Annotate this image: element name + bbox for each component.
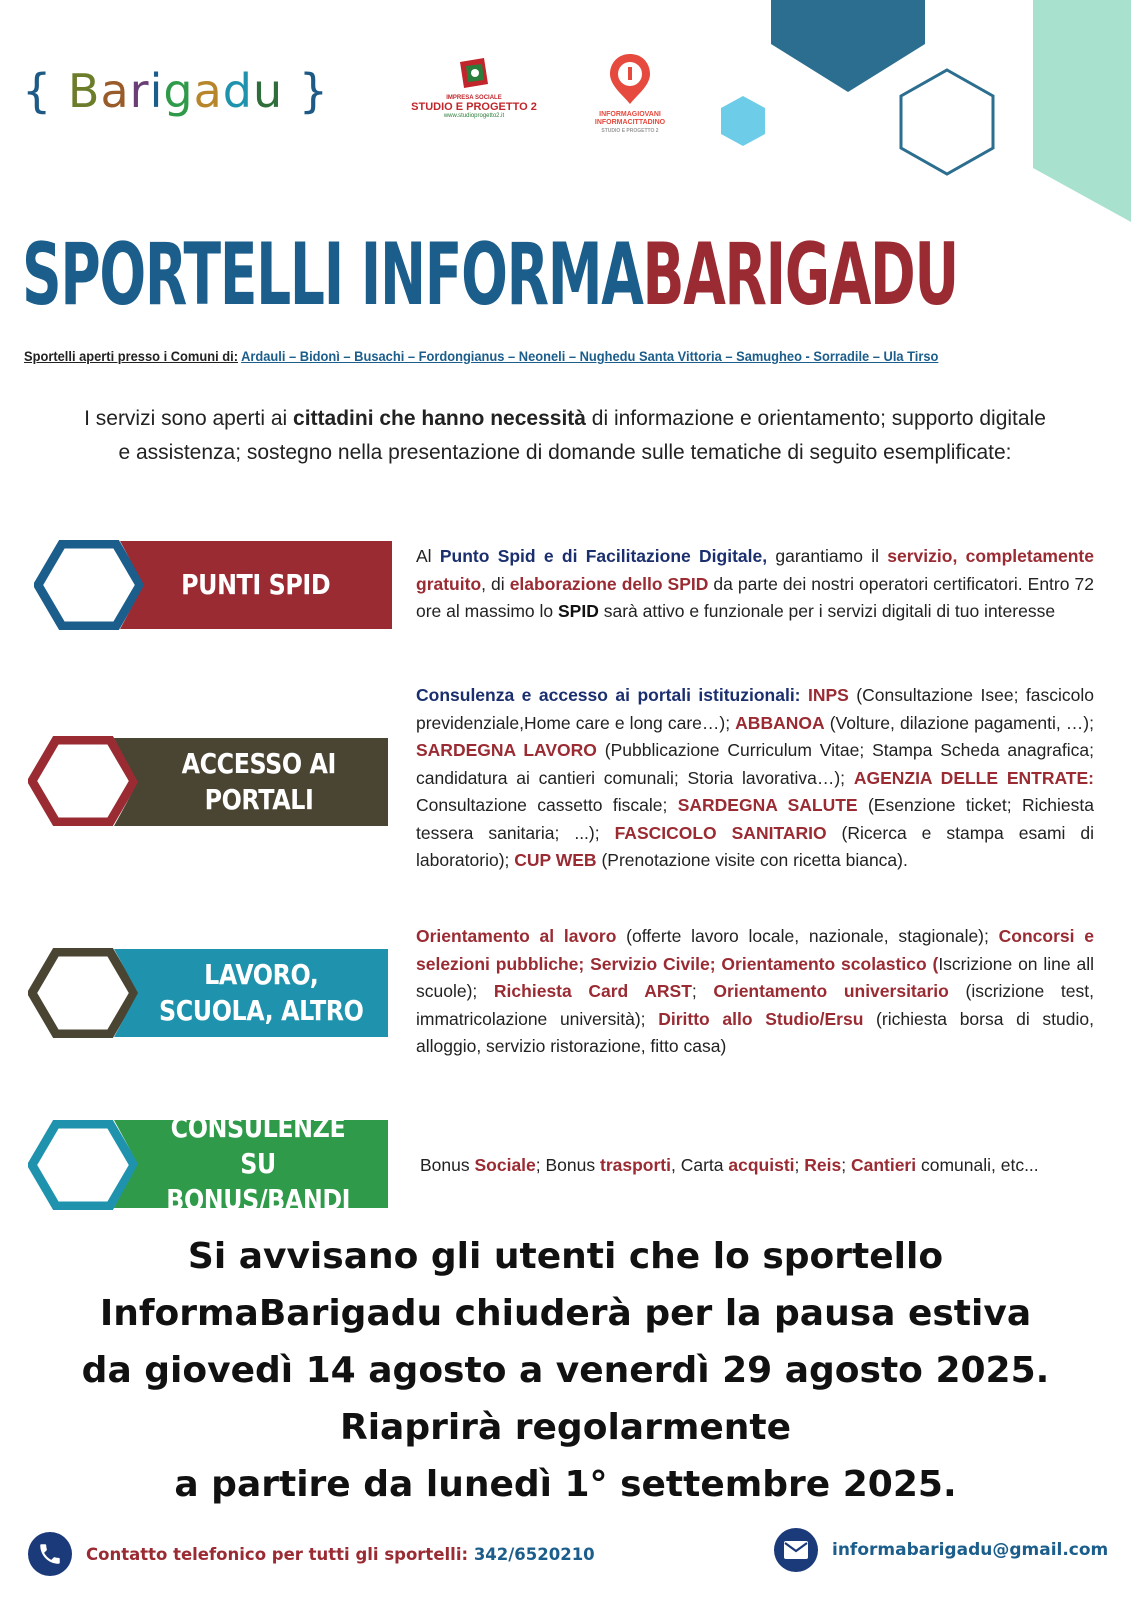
deco-green-corner [1033,0,1131,222]
phone-icon [28,1532,72,1576]
service-desc-run: comunali, etc... [916,1155,1039,1175]
service-label-accesso-portali: ACCESSO AI PORTALI [181,747,337,816]
service-desc-run: (Prenotazione visite con ricetta bianca). [596,850,908,870]
service-desc-run: AGENZIA DELLE ENTRATE: [853,767,1094,788]
service-desc-run: Orientamento al lavoro [416,926,617,946]
notice-line-3: da giovedì 14 agosto a venerdì 29 agosto 2025. [81,1350,1050,1391]
service-desc-run: , Carta [670,1155,729,1175]
service-desc-run: ; Bonus [535,1155,600,1175]
service-desc-run: (Volture, dilazione pagamenti, …); [824,712,1094,733]
closure-notice [20,1228,1111,1513]
deco-dark-hex [771,0,925,92]
service-desc-spid [416,543,1094,626]
service-desc-run: Sociale [474,1155,536,1175]
service-desc-run: CUP WEB [514,850,597,870]
comuni-names: Ardauli – Bidonì – Busachi – Fordongianus – Neoneli – Nughedu Santa Vittoria – Samugheo - Sorradile – Ula Tirso [241,348,939,364]
service-desc-run: ABBANOA [735,712,825,733]
intro-text: I servizi sono aperti ai cittadini che hanno necessità di informazione e orientamento; supporto digitale e assistenza; sostegno nella presentazione di domande sulle tematiche di seguito esemplificate: [84,407,1046,464]
service-desc-run: Consulenza e accesso ai portali istituzionali: [416,685,801,705]
email-address[interactable]: informabarigadu@gmail.com [832,1540,1109,1560]
footer-email-contact [774,1528,1108,1572]
service-desc-run: ; [794,1155,805,1175]
service-desc-run: Punto Spid e di Facilitazione Digitale, [439,546,768,566]
service-desc-run: ; [841,1155,851,1175]
service-desc-run: da parte dei nostri operatori certificatori. Entro 72 ore al massimo lo [416,573,1094,621]
service-desc-run: elaborazione dello SPID [509,573,709,594]
service-desc-run [801,685,808,705]
service-desc-run: (iscrizione test, immatricolazione università); [416,981,1094,1029]
service-desc-run: SPID [558,601,599,621]
service-desc-run: acquisti [728,1155,795,1175]
service-desc-run: garantiamo il [767,546,888,566]
informagiovani-logo: INFORMAGIOVANI INFORMACITTADINO STUDIO E PROGETTO 2 [590,52,670,135]
service-label-punti-spid: PUNTI SPID [181,568,331,601]
comuni-label: Sportelli aperti presso i Comuni di: [24,348,238,364]
service-desc-run: (Pubblicazione Curriculum Vitae; Stampa Scheda anagrafica; candidatura ai cantieri comunali; Storia lavorativa…); [416,740,1094,788]
service-desc-bonus [420,1152,1098,1180]
mail-icon [774,1528,818,1572]
title-part-barigadu: BARIGADU [642,225,958,325]
phone-label: Contatto telefonico per tutti gli sportelli: [86,1544,474,1564]
service-desc-run: Cantieri [850,1155,917,1175]
informagiovani-pin-icon [607,52,653,106]
service-desc-run: trasporti [600,1155,671,1175]
service-desc-run: Reis [804,1155,842,1175]
notice-line-4: Riaprirà regolarmente [339,1407,792,1448]
service-desc-run: Consultazione cassetto fiscale; [416,795,678,815]
service-desc-run: (Ricerca e stampa esami di laboratorio); [416,822,1094,870]
service-desc-run: (offerte lavoro locale, nazionale, stagionale); [616,926,999,946]
service-desc-run: SARDEGNA SALUTE [677,795,858,815]
notice-line-5: a partire da lunedì 1° settembre 2025. [174,1464,957,1505]
service-desc-run: (richiesta borsa di studio, alloggio, servizio ristorazione, fitto casa) [416,1008,1094,1056]
service-desc-run: sarà attivo e funzionale per i servizi digitali di tuo interesse [598,601,1056,621]
service-desc-run: Diritto allo Studio/Ersu [658,1008,864,1029]
service-desc-run: Richiesta Card ARST [493,981,692,1001]
title-part-informa: SPORTELLI INFORMA [22,225,643,325]
studio-progetto-emblem-icon [454,58,494,90]
service-desc-run: (Esenzione ticket; Richiesta tessera sanitaria; ...); [416,795,1094,843]
service-desc-run: Orientamento universitario [713,981,949,1001]
service-desc-run: Concorsi e selezioni pubbliche; Servizio Civile; Orientamento scolastico ( [416,926,1094,974]
page-title [22,220,1110,330]
service-desc-run: ; [691,981,714,1001]
service-desc-portali [416,682,1094,875]
service-desc-run: servizio, completamente gratuito [416,546,1094,594]
deco-light-hex [721,96,765,146]
service-desc-lavoro [416,923,1094,1061]
service-desc-run: INPS [807,685,849,705]
service-label-consulenze-bonus: CONSULENZE SU BONUS/BANDI [166,1111,350,1216]
comuni-list [24,348,1027,364]
notice-line-1: Si avvisano gli utenti che lo sportello [187,1236,944,1277]
service-desc-run: Iscrizione on line all scuole); [416,953,1094,1001]
service-desc-run: FASCICOLO SANITARIO [614,822,827,843]
phone-number[interactable]: 342/6520210 [473,1544,595,1564]
service-desc-run: Bonus [420,1155,475,1175]
service-desc-run: SARDEGNA LAVORO [416,740,597,760]
deco-outline-hex [901,70,993,174]
footer-phone-contact [28,1532,595,1576]
barigadu-logo: { Barigadu } [22,64,330,118]
service-desc-run: Al [416,546,440,566]
service-desc-run: (Consultazione Isee; fascicolo previdenziale,Home care e long care…); [416,685,1095,733]
studio-progetto-logo: IMPRESA SOCIALE STUDIO E PROGETTO 2 www.studioprogetto2.it [404,58,544,119]
notice-line-2: InformaBarigadu chiuderà per la pausa estiva [99,1293,1032,1334]
service-label-lavoro-scuola: LAVORO, SCUOLA, ALTRO [158,958,364,1027]
service-desc-run: , di [481,573,510,594]
